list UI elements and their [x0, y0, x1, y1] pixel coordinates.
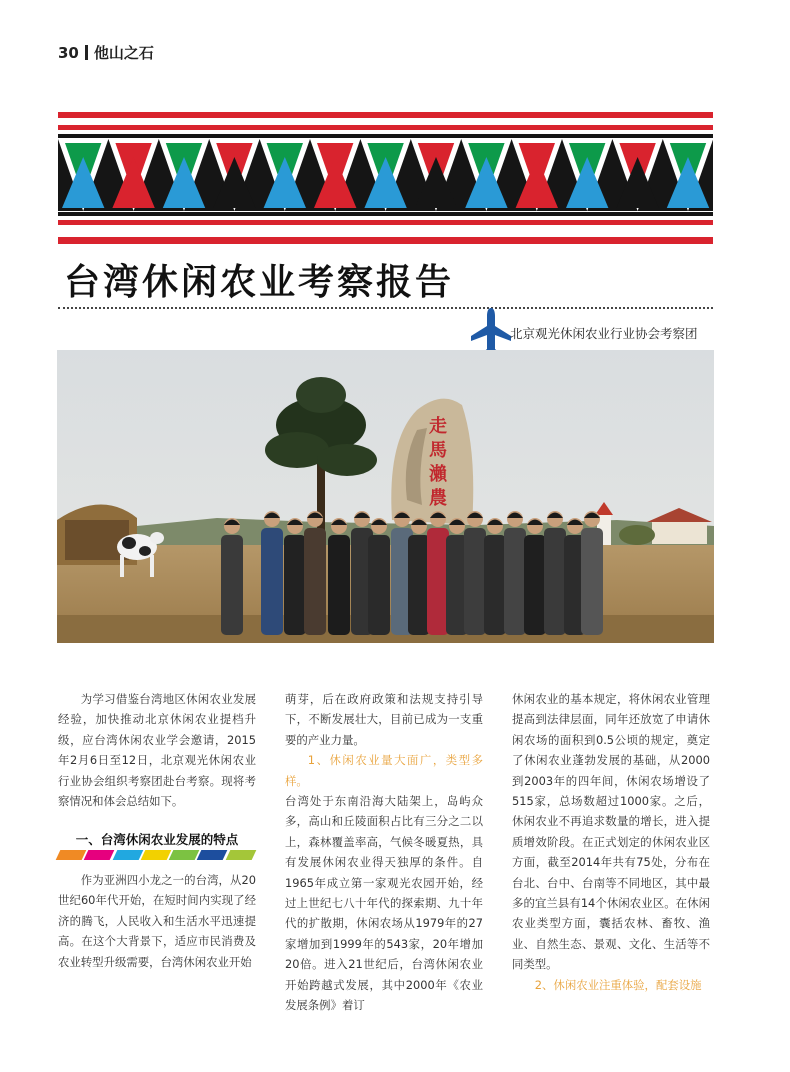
column-1 — [58, 689, 256, 811]
body-paragraph: 萌芽，后在政府政策和法规支持引导下，不断发展壮大，目前已成为一支重要的产业力量。 — [285, 692, 483, 747]
page-header — [58, 42, 154, 63]
person-body — [328, 535, 350, 635]
group-of-visitors — [221, 511, 603, 635]
person-body — [221, 535, 243, 635]
person-body — [368, 535, 390, 635]
person-body — [544, 528, 566, 635]
subheading-1: 1、休闲农业量大面广，类型多样。 — [285, 753, 483, 788]
body-paragraph: 台湾处于东南沿海大陆架上，岛屿众多，高山和丘陵面积占比有三分之二以上，森林覆盖率高，气候冬暖夏热，具有发展休闲农业得天独厚的条件。自1965年成立第一家观光农园开始，经过上世纪七八十年代的探索期、九十年代的扩散期，休闲农场从1979年的27家增加到1999年的543家，20年增加20倍。进入21世纪后，台湾休闲农业开始跨越式发展，其中2000年《农业发展条例》着订 — [285, 794, 483, 1013]
tribal-pattern-banner — [58, 112, 713, 247]
person-body — [261, 528, 283, 635]
person-body — [504, 528, 526, 635]
person-body — [304, 528, 326, 635]
column-1-body — [58, 870, 256, 972]
title-dotted-rule — [58, 307, 713, 309]
person-body — [408, 535, 430, 635]
page-number: 30 — [58, 43, 79, 62]
body-paragraph: 休闲农业的基本规定，将休闲农业管理提高到法律层面，同年还放宽了申请休闲农场的面积到0.5公顷的规定，奠定了休闲农业蓬勃发展的基础，从2000到2003年的四年间，休闲农场增设了515家，总场数超过1000家。之后，休闲农业不再追求数量的增长，进入提质增效阶段。在正式划定的休闲农业区方面，截至2014年共有75处，分布在台北、台中、台南等不同地区，其中最多的宜兰县有14个休闲农业区。在休闲农业类型方面，囊括农林、畜牧、渔业、自然生态、景观、文化、生活等不同类型。 — [512, 692, 710, 972]
stone-char-1: 走馬瀨農 — [429, 416, 447, 509]
person-body — [524, 535, 546, 635]
column-3 — [512, 689, 710, 995]
person-body — [581, 528, 603, 635]
person-body — [284, 535, 306, 635]
section-heading: 一、台湾休闲农业发展的特点 — [75, 832, 239, 847]
triangle-band — [58, 139, 713, 211]
header-divider — [85, 45, 88, 60]
rainbow-divider — [58, 850, 256, 860]
section-name: 他山之石 — [93, 44, 154, 62]
column-2 — [285, 689, 483, 1016]
article-byline: 北京观光休闲农业行业协会考察团 — [510, 326, 698, 341]
person-body — [464, 528, 486, 635]
person-body — [427, 528, 449, 635]
subheading-2: 2、休闲农业注重体验，配套设施 — [534, 977, 702, 992]
group-photo — [57, 350, 714, 643]
intro-paragraph: 为学习借鉴台湾地区休闲农业发展经验，加快推动北京休闲农业提档升级，应台湾休闲农业学会邀请，2015年2月6日至12日，北京观光休闲农业行业协会组织考察团赴台考察。现将考察情况和体会总结如下。 — [58, 692, 256, 809]
person-body — [484, 535, 506, 635]
body-paragraph: 作为亚洲四小龙之一的台湾，从20世纪60年代开始，在短时间内实现了经济的腾飞，人民收入和生活水平迅速提高。在这个大背景下，适应市民消费及农业转型升级需要，台湾休闲农业开始 — [58, 873, 256, 969]
article-title: 台湾休闲农业考察报告 — [64, 261, 455, 303]
